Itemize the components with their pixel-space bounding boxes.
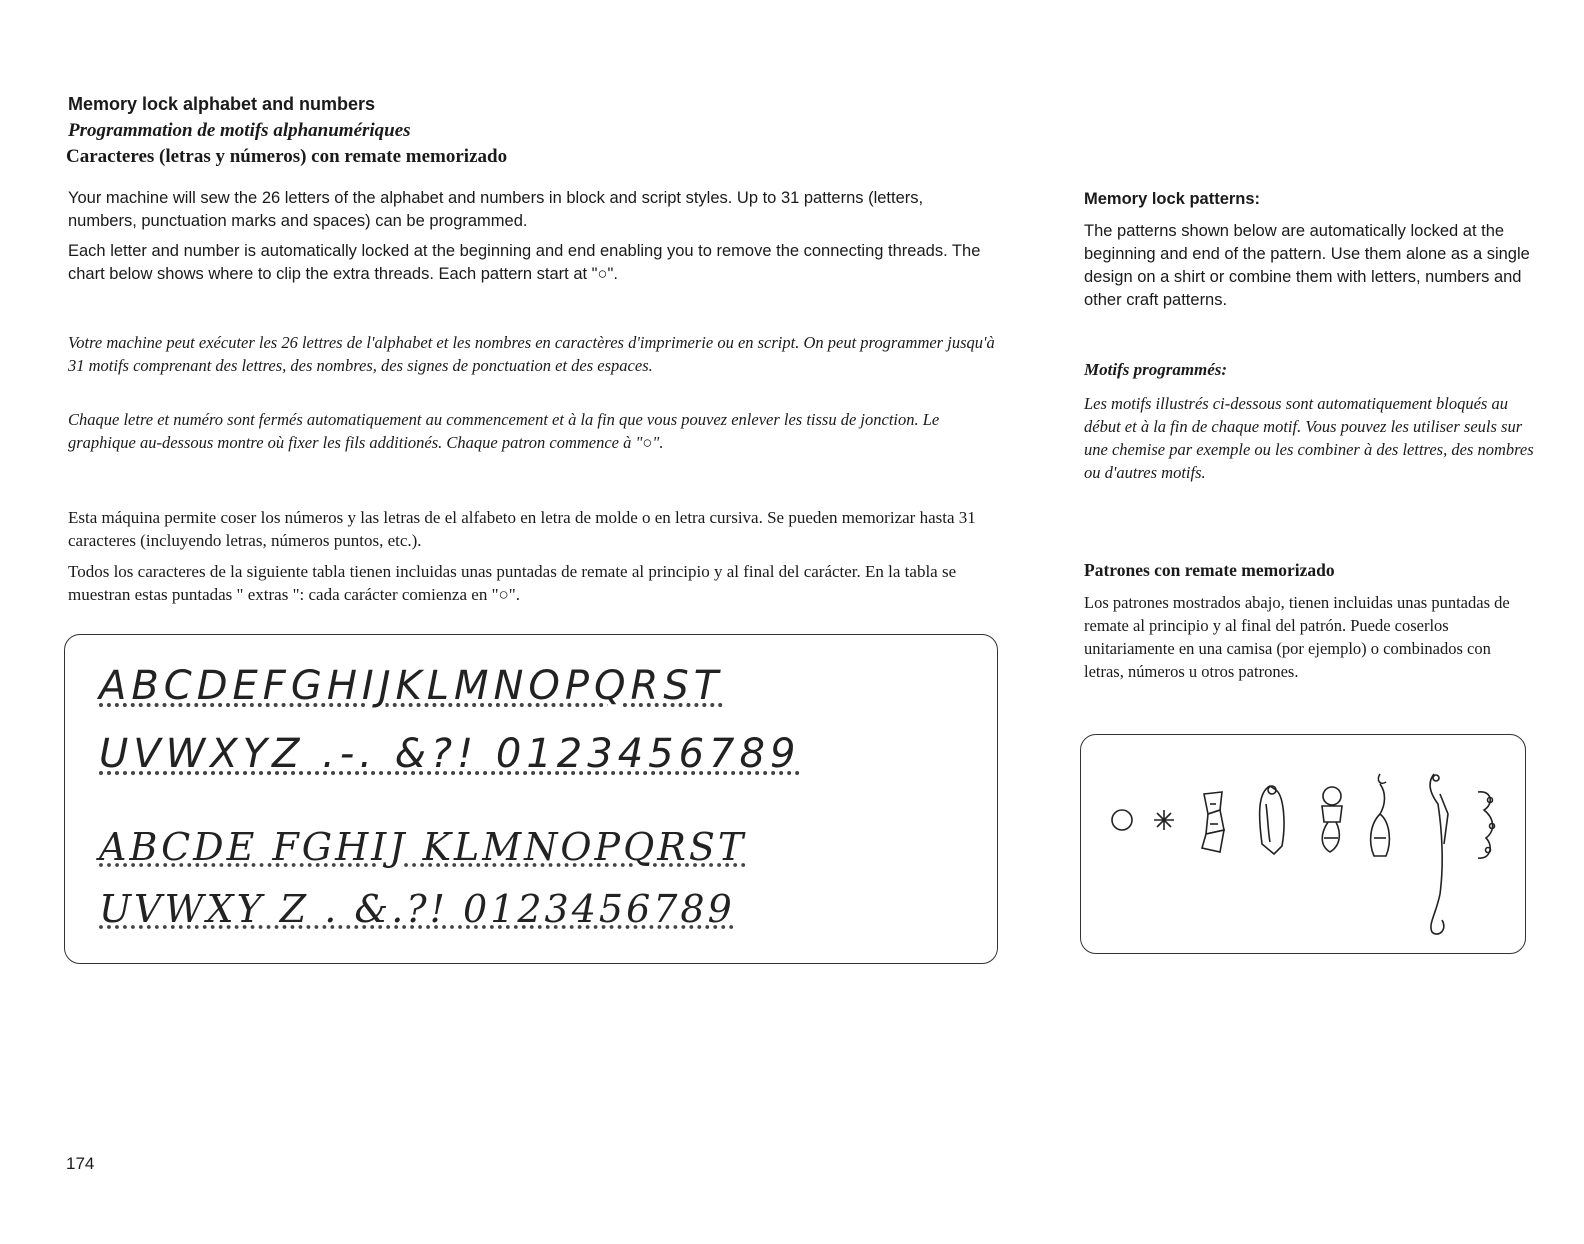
- paragraph-fr-1: Votre machine peut exécuter les 26 lettres de l'alphabet et les nombres en caractères d'imprimerie ou en script. On peut programmer jusqu'à 31 motifs comprenant des lettres, des nombres, des signes de ponctuation et des espaces.: [68, 333, 995, 375]
- script-letters-row: ABCDE FGHIJ KLMNOPQRST: [99, 825, 747, 869]
- paragraph-en-1: Your machine will sew the 26 letters of the alphabet and numbers in block and script styles. Up to 31 patterns (letters, numbers, punctuation marks and spaces) can be programmed.: [68, 189, 924, 230]
- right-heading-en: Memory lock patterns:: [1084, 190, 1261, 208]
- page-number: 174: [66, 1154, 95, 1173]
- circle-start-icon: [1112, 810, 1132, 830]
- block-letters-row: ABCDEFGHIJKLMNOPQRST: [99, 663, 724, 709]
- right-paragraph-es: Los patrones mostrados abajo, tienen incluidas unas puntadas de remate al principio y al final del patrón. Puede coserlos unitariamente en una camisa (por ejemplo) o combinados con letras, números u otros patrones.: [1084, 593, 1510, 681]
- vine-icon: [1478, 792, 1495, 858]
- seahorse-icon: [1430, 774, 1448, 934]
- paragraph-es-1: Esta máquina permite coser los números y las letras de el alfabeto en letra de molde o en letra cursiva. Se pueden memorizar hasta 31 caracteres (incluyendo letras, números puntos, etc.).: [68, 508, 976, 550]
- patterns-box: [1080, 734, 1526, 954]
- penguin-icon: [1260, 786, 1284, 854]
- bow-icon: [1202, 792, 1224, 852]
- paragraph-en-2: Each letter and number is automatically locked at the beginning and end enabling you to remove the connecting threads. The chart below shows where to clip the extra threads. Each pattern start at "○".: [68, 242, 981, 283]
- right-paragraph-fr: Les motifs illustrés ci-dessous sont automatiquement bloqués au début et à la fin de chaque motif. Vous pouvez les utiliser seuls sur une chemise par exemple ou les combiner à des lettres, des nombres ou d'autres motifs.: [1084, 394, 1534, 482]
- tulip-icon: [1371, 774, 1390, 856]
- flower-pot-icon: [1322, 787, 1342, 852]
- heading-es: Caracteres (letras y números) con remate memorizado: [66, 146, 508, 167]
- paragraph-fr-2: Chaque letre et numéro sont fermés automatiquement au commencement et à la fin que vous pouvez enlever les tissu de jonction. Le graphique au-dessous montre où fixer les fils additionés. Chaque patron commence à "○".: [68, 410, 940, 452]
- heading-en: Memory lock alphabet and numbers: [68, 94, 376, 114]
- paragraph-es-2: Todos los caracteres de la siguiente tabla tienen incluidas unas puntadas de remate al principio y al final del carácter. En la tabla se muestran estas puntadas " extras ": cada carácter comienza en "○".: [68, 562, 957, 604]
- asterisk-icon: [1154, 810, 1174, 830]
- right-heading-es: Patrones con remate memorizado: [1084, 560, 1335, 580]
- block-numbers-row: UVWXYZ .-. &?! 0123456789: [99, 731, 801, 777]
- patterns-illustration: [1080, 734, 1526, 954]
- right-heading-fr: Motifs programmés:: [1084, 360, 1228, 379]
- stitch-chart-box: [64, 634, 998, 964]
- script-numbers-row: UVWXY Z . &.?! 0123456789: [99, 887, 735, 931]
- heading-fr: Programmation de motifs alphanumériques: [68, 120, 411, 141]
- right-paragraph-en: The patterns shown below are automatically locked at the beginning and end of the pattern. Use them alone as a single design on a shirt or combine them with letters, numbers and other craft patterns.: [1084, 222, 1530, 309]
